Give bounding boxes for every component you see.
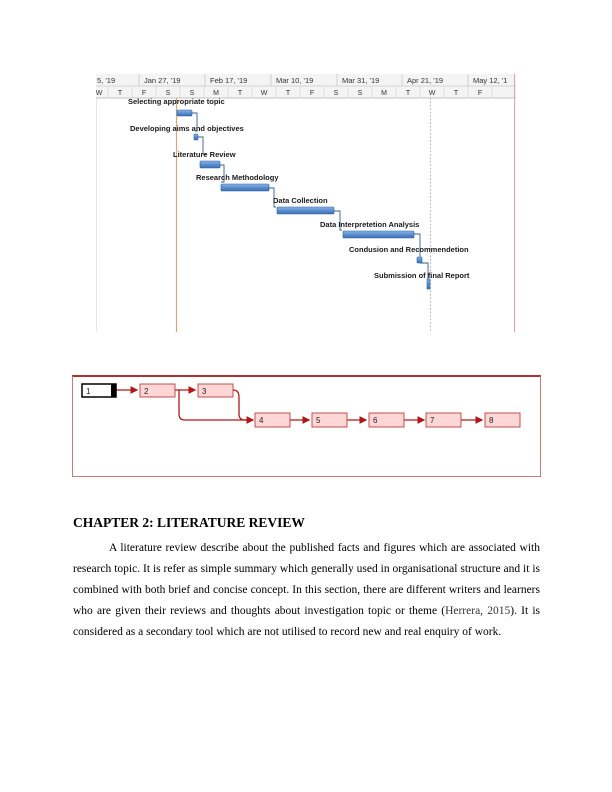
gantt-date-header: 5, '19 xyxy=(97,76,116,85)
gantt-day-header: S xyxy=(189,90,195,97)
network-node-label: 5 xyxy=(316,416,321,425)
gantt-date-header: Jan 27, '19 xyxy=(144,76,181,85)
gantt-task-bar xyxy=(177,110,192,116)
gantt-day-header: F xyxy=(477,90,483,97)
gantt-day-header: T xyxy=(117,90,123,97)
network-diagram xyxy=(72,375,541,477)
gantt-day-header: S xyxy=(165,90,171,97)
network-node-label: 8 xyxy=(489,416,494,425)
gantt-day-header: M xyxy=(381,90,387,97)
gantt-task-label: Submission of final Report xyxy=(374,271,470,280)
gantt-task-label: Research Methodology xyxy=(196,173,279,182)
gantt-task-bar xyxy=(221,184,269,191)
gantt-day-header: T xyxy=(453,90,459,97)
gantt-task-label: Condusion and Recommendetion xyxy=(349,245,469,254)
gantt-task-label: Developing aims and objectives xyxy=(130,124,244,133)
gantt-day-header: S xyxy=(333,90,339,97)
gantt-day-header: F xyxy=(141,90,147,97)
gantt-date-header: Mar 31, '19 xyxy=(342,76,380,85)
gantt-day-header: F xyxy=(309,90,315,97)
gantt-task-bar xyxy=(343,231,414,238)
body-paragraph xyxy=(73,538,540,643)
gantt-date-header: May 12, '1 xyxy=(473,76,508,85)
paragraph-text-end: ). It is considered as a secondary tool which are not utilised to record new and real enquiry of work. xyxy=(73,605,540,638)
paragraph-text: A literature review describe about the published facts and figures which are associated with research topic. It is refer as simple summary which generally used in organisational structure and it is combined with both brief and concise concept. In this section, there are different writers and learners who are given their reviews and thoughts about investigation topic or theme ( xyxy=(73,542,540,617)
gantt-date-header: Mar 10, '19 xyxy=(276,76,314,85)
gantt-date-header: Apr 21, '19 xyxy=(407,76,444,85)
gantt-task-label: Data Collection xyxy=(273,196,328,205)
gantt-task-bar xyxy=(277,207,334,214)
gantt-chart xyxy=(96,74,516,332)
network-node-label: 6 xyxy=(373,416,378,425)
network-arrow xyxy=(233,390,253,420)
gantt-task-bar xyxy=(427,279,430,289)
gantt-day-header: T xyxy=(285,90,291,97)
citation-link[interactable]: Herrera, 2015 xyxy=(445,605,511,617)
gantt-task-label: Selecting appropriate topic xyxy=(128,97,225,106)
gantt-day-header: W xyxy=(260,90,268,97)
gantt-day-header: W xyxy=(428,90,436,97)
gantt-task-bar xyxy=(194,134,198,140)
gantt-day-header: T xyxy=(405,90,411,97)
gantt-day-header: M xyxy=(213,90,219,97)
network-node-label: 2 xyxy=(144,387,149,396)
gantt-task-label: Data Interpretetion Analysis xyxy=(320,220,420,229)
gantt-task-bar xyxy=(417,257,422,263)
node-selection-handle xyxy=(111,384,116,397)
gantt-day-header: W xyxy=(96,90,103,97)
gantt-date-header: Feb 17, '19 xyxy=(210,76,248,85)
gantt-day-header: T xyxy=(237,90,243,97)
network-node-label: 1 xyxy=(86,387,91,396)
chapter-heading: CHAPTER 2: LITERATURE REVIEW xyxy=(73,515,305,530)
gantt-task-bar xyxy=(200,161,220,168)
gantt-day-header: S xyxy=(357,90,363,97)
network-node-label: 4 xyxy=(259,416,264,425)
gantt-task-label: Literature Review xyxy=(173,150,236,159)
network-node-label: 7 xyxy=(430,416,435,425)
network-node-label: 3 xyxy=(202,387,207,396)
